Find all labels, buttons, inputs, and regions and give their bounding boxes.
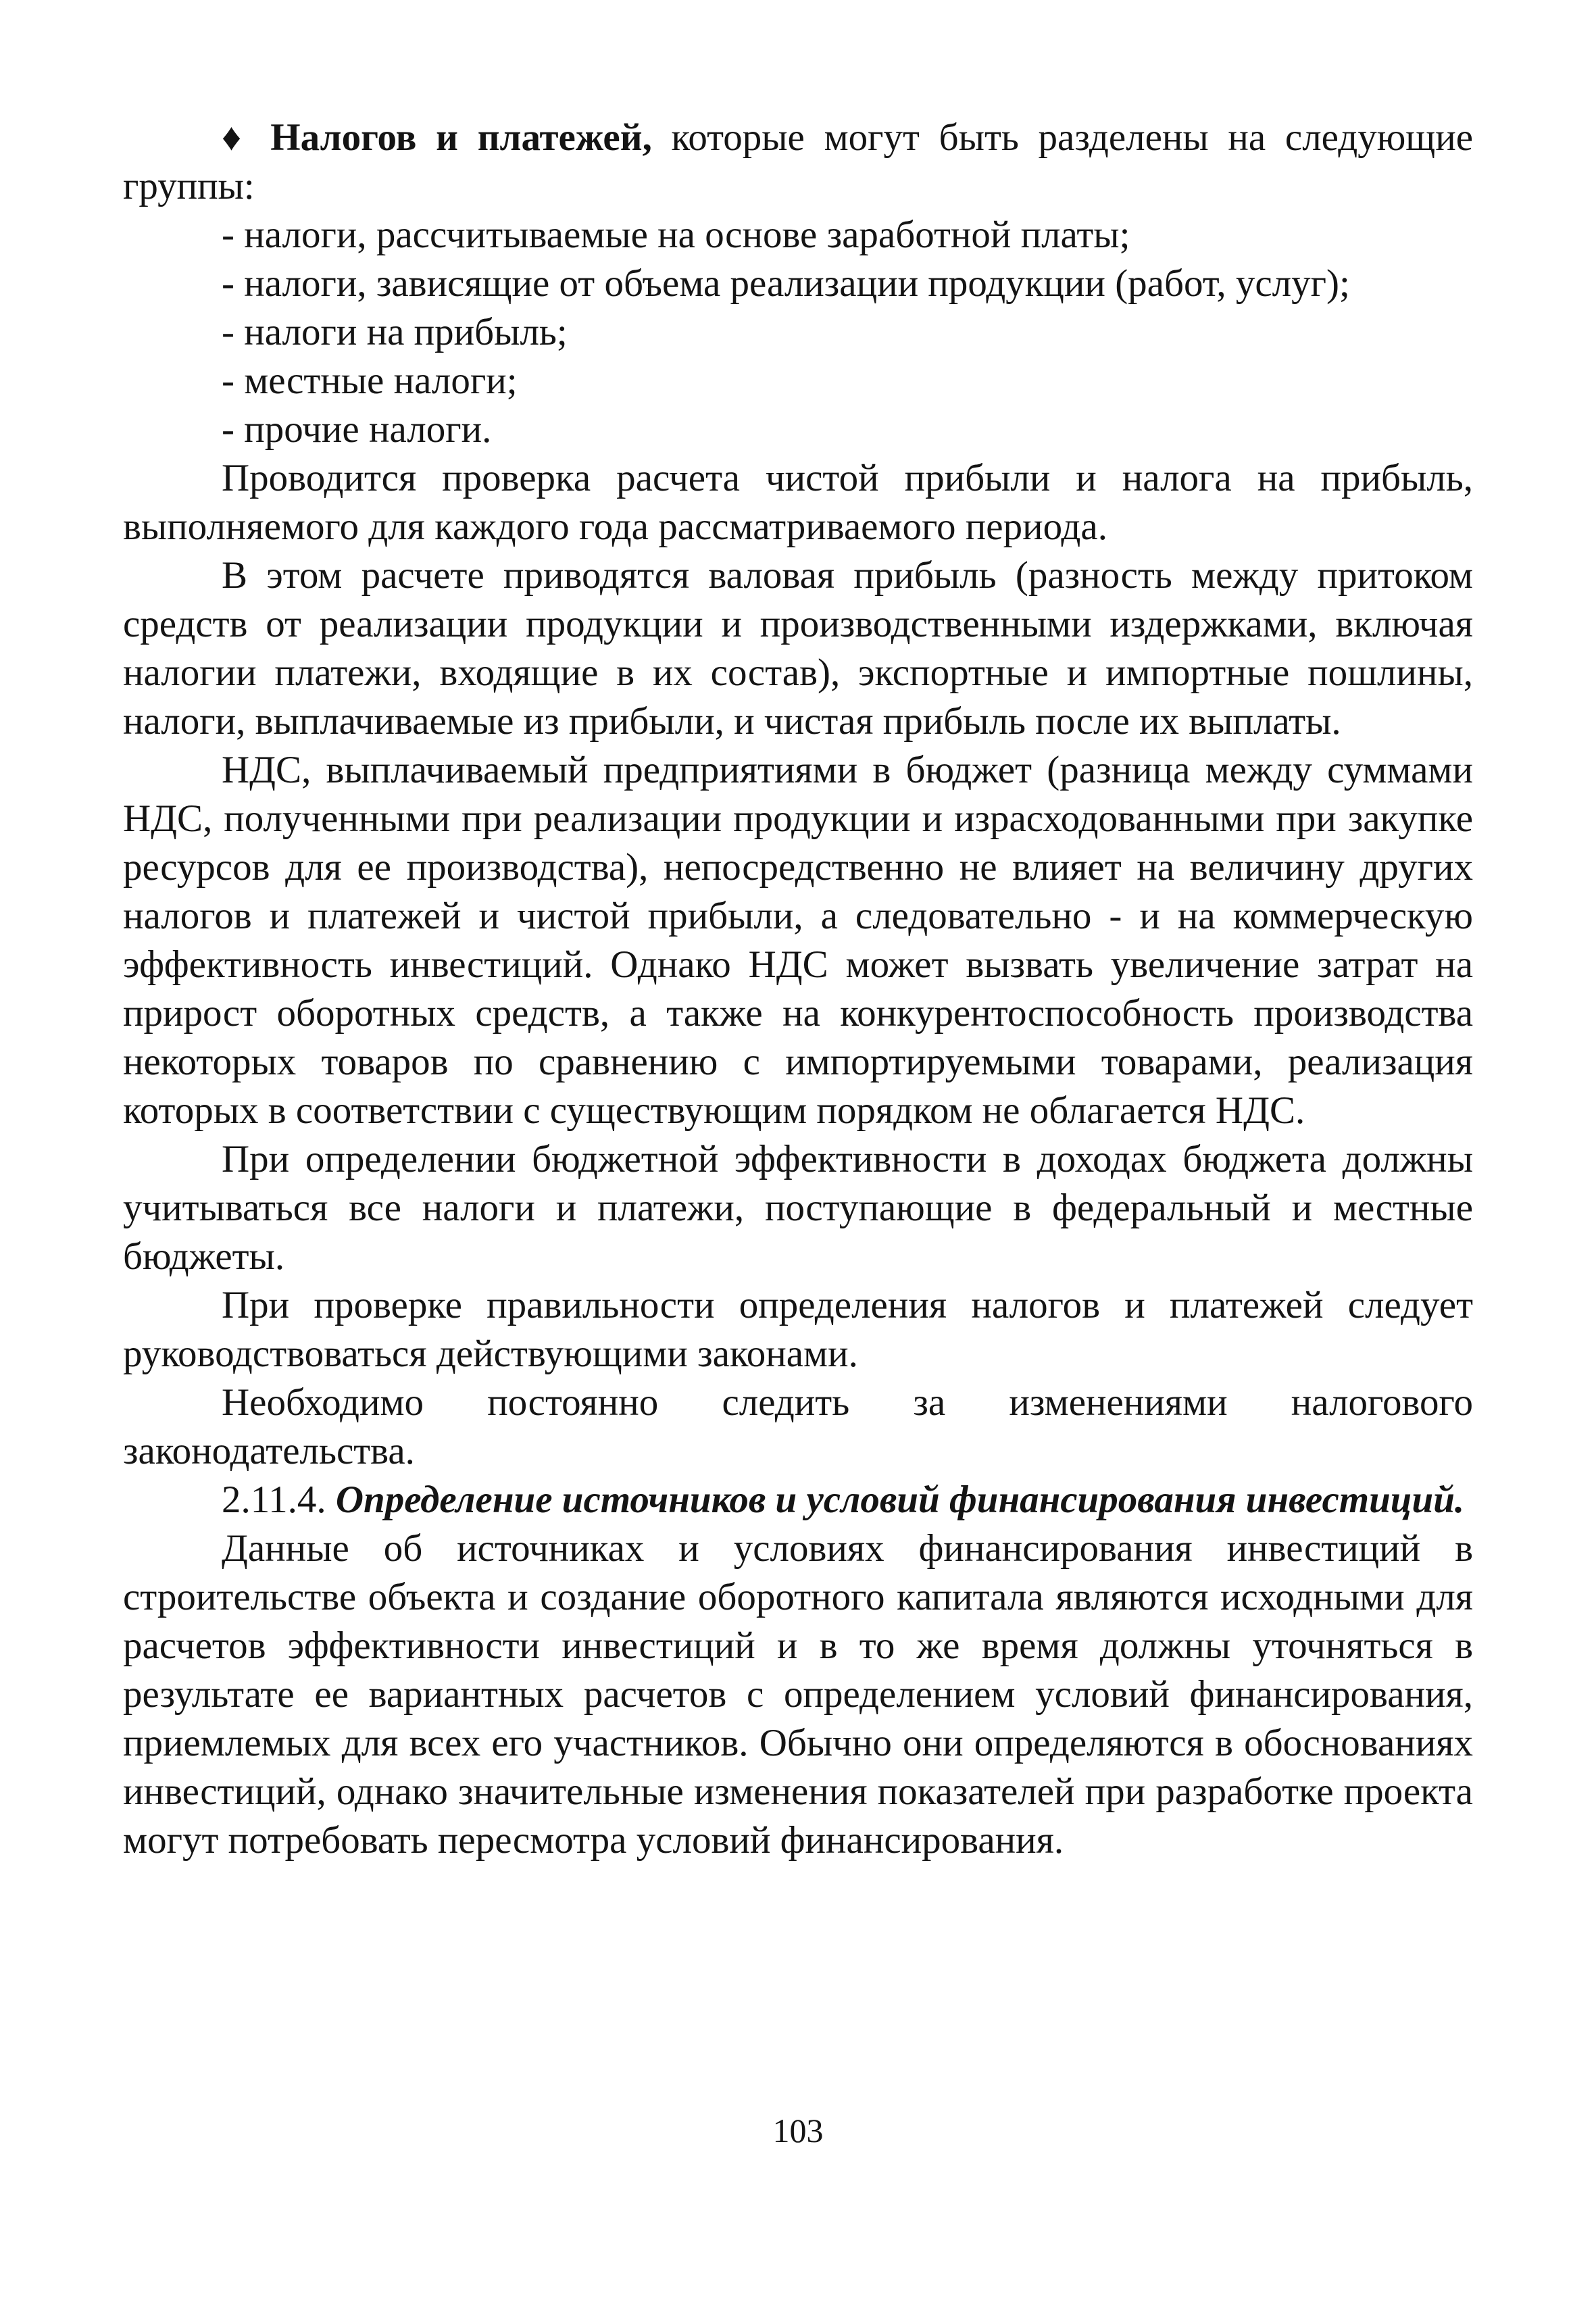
list-item: - налоги на прибыль; xyxy=(222,311,568,353)
paragraph: При проверке правильности определения налогов и платежей следует руководствоваться действующими законами. xyxy=(123,1284,1473,1375)
paragraph: При определении бюджетной эффективности в доходах бюджета должны учитываться все налоги и платежи, поступающие в федеральный и местные бюджеты. xyxy=(123,1138,1473,1278)
paragraph: НДС, выплачиваемый предприятиями в бюджет (разница между суммами НДС, полученными при реализации продукции и израсходованными при закупке ресурсов для ее производства), непосредственно не влияет на величину других налогов и платежей и чистой прибыли, а следовательно - и на коммерческую эффективность инвестиций. Однако НДС может вызвать увеличение затрат на прирост оборотных средств, а также на конкурентоспособность производства некоторых товаров по сравнению с импортируемыми товарами, реализация которых в соответствии с существующим порядком не облагается НДС. xyxy=(123,749,1473,1132)
list-item: - налоги, рассчитываемые на основе заработной платы; xyxy=(222,214,1130,256)
paragraph: В этом расчете приводятся валовая прибыль (разность между притоком средств от реализации продукции и производственными издержками, включая налогии платежи, входящие в их состав), экспортные и импортные пошлины, налоги, выплачиваемые из прибыли, и чистая прибыль после их выплаты. xyxy=(123,554,1473,743)
section-heading xyxy=(123,1476,1473,1524)
bullet-glyph: ♦ xyxy=(222,116,251,159)
intro-paragraph xyxy=(123,114,1473,211)
paragraph: Проводится проверка расчета чистой прибыли и налога на прибыль, выполняемого для каждого года рассматриваемого периода. xyxy=(123,457,1473,548)
list-item: - прочие налоги. xyxy=(222,408,492,451)
intro-rest: которые могут быть разделены на следующие группы: xyxy=(123,116,1473,207)
list-item: - налоги, зависящие от объема реализации продукции (работ, услуг); xyxy=(222,262,1350,305)
list-item: - местные налоги; xyxy=(222,359,518,402)
paragraph: Необходимо постоянно следить за изменениями налогового законодательства. xyxy=(123,1381,1473,1472)
page-number: 103 xyxy=(772,2112,824,2149)
bold-lead-term: Налогов и платежей, xyxy=(270,116,652,159)
section-number: 2.11.4. xyxy=(222,1478,326,1521)
paragraph: Данные об источниках и условиях финансирования инвестиций в строительстве объекта и создание оборотного капитала являются исходными для расчетов эффективности инвестиций и в то же время должны уточняться в результате ее вариантных расчетов с определением условий финансирования, приемлемых для всех его участников. Обычно они определяются в обоснованиях инвестиций, однако значительные изменения показателей при разработке проекта могут потребовать пересмотра условий финансирования. xyxy=(123,1527,1473,1862)
page-body xyxy=(123,114,1473,1865)
section-title: Определение источников и условий финансирования инвестиций. xyxy=(335,1478,1465,1521)
